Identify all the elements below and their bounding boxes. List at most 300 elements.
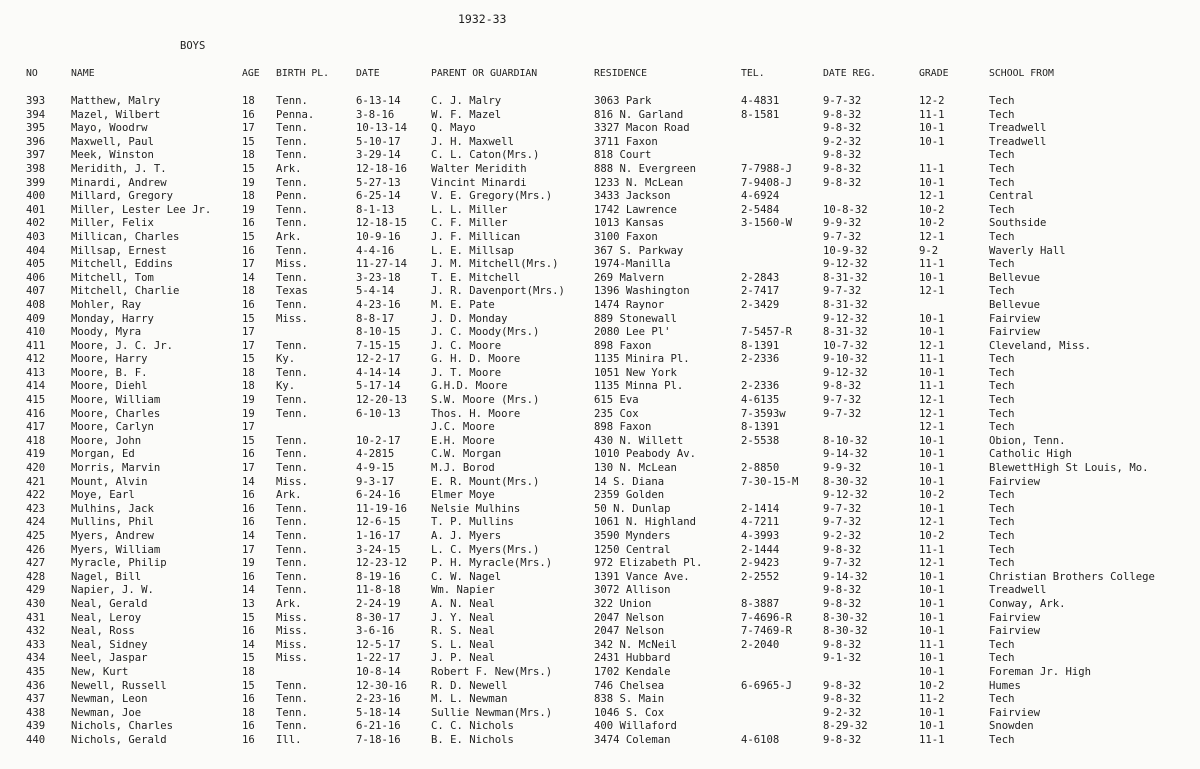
cell-age: 14: [242, 584, 255, 597]
cell-grade: 12-1: [919, 516, 945, 529]
cell-school-from: Tech: [989, 638, 1015, 651]
cell-residence: 1010 Peabody Av.: [594, 448, 697, 461]
cell-no: 414: [26, 380, 46, 393]
cell-parent: P. H. Myracle(Mrs.): [431, 557, 553, 570]
cell-tel: [741, 652, 823, 666]
cell-date: 10-13-14: [356, 122, 408, 135]
cell-grade: 10-2: [919, 217, 945, 230]
cell-name: Morgan, Ed: [71, 448, 135, 461]
cell-name: Meek, Winston: [71, 149, 154, 162]
cell-date: 4-4-16: [356, 244, 395, 257]
cell-tel: 4-4831: [741, 95, 780, 107]
cell-birthplace: Tenn.: [276, 135, 308, 148]
cell-birthplace: Texas: [276, 285, 308, 298]
cell-residence: 2047 Nelson: [594, 625, 665, 638]
cell-no: 438: [26, 706, 46, 719]
cell-parent: Wm. Napier: [431, 584, 495, 597]
cell-name: Moore, Diehl: [71, 380, 148, 393]
cell-date-reg: 9-12-32: [823, 258, 868, 271]
cell-school-from: Tech: [989, 489, 1015, 502]
cell-tel: [741, 707, 823, 721]
cell-parent: C. L. Caton(Mrs.): [431, 149, 540, 162]
cell-residence: 1135 Minna Pl.: [594, 380, 684, 393]
cell-grade: 12-2: [919, 95, 945, 107]
cell-date: 4-2815: [356, 448, 395, 461]
cell-tel: 2-5538: [741, 434, 780, 447]
cell-age: 16: [242, 720, 255, 733]
cell-tel: 8-3887: [741, 597, 780, 610]
cell-age: 15: [242, 611, 255, 624]
col-header-parent: PARENT OR GUARDIAN: [431, 67, 538, 79]
cell-birthplace: Tenn.: [276, 693, 308, 706]
cell-date-reg: [823, 666, 919, 680]
cell-date-reg: 9-14-32: [823, 448, 868, 461]
cell-grade: 12-1: [919, 230, 945, 243]
cell-grade: 10-1: [919, 597, 945, 610]
cell-no: 428: [26, 570, 46, 583]
cell-parent: S. L. Neal: [431, 638, 495, 651]
cell-date: 12-6-15: [356, 516, 401, 529]
cell-date: 6-21-16: [356, 720, 401, 733]
cell-birthplace: Tenn.: [276, 95, 308, 107]
cell-parent: S.W. Moore (Mrs.): [431, 394, 540, 407]
cell-school-from: Fairview: [989, 706, 1041, 719]
cell-birthplace: Tenn.: [276, 339, 308, 352]
cell-grade: 10-1: [919, 625, 945, 638]
cell-grade: 11-1: [919, 353, 945, 366]
cell-parent: J. F. Millican: [431, 230, 521, 243]
table-row: [26, 503, 1200, 517]
cell-residence: 322 Union: [594, 597, 652, 610]
cell-residence: 972 Elizabeth Pl.: [594, 557, 703, 570]
cell-grade: 10-2: [919, 489, 945, 502]
cell-age: 15: [242, 312, 255, 325]
cell-no: 417: [26, 421, 46, 434]
cell-date: 8-8-17: [356, 312, 395, 325]
cell-date: 8-30-17: [356, 611, 401, 624]
cell-date: 4-14-14: [356, 366, 401, 379]
cell-residence: 1702 Kendale: [594, 665, 671, 678]
cell-age: 18: [242, 366, 255, 379]
cell-tel: 2-1444: [741, 543, 780, 556]
cell-grade: 10-1: [919, 135, 945, 148]
cell-age: 14: [242, 638, 255, 651]
cell-age: 16: [242, 244, 255, 257]
cell-grade: 11-1: [919, 108, 945, 121]
cell-parent: V. E. Gregory(Mrs.): [431, 190, 553, 203]
cell-age: 15: [242, 162, 255, 175]
table-row: [26, 177, 1200, 191]
cell-name: Millican, Charles: [71, 230, 180, 243]
cell-birthplace: Penn.: [276, 190, 308, 203]
cell-tel: 2-2843: [741, 271, 780, 284]
cell-birthplace: Ky.: [276, 380, 296, 393]
cell-birthplace: Miss.: [276, 611, 308, 624]
table-row: [26, 544, 1200, 558]
cell-tel: [741, 448, 823, 462]
cell-residence: 1396 Washington: [594, 285, 690, 298]
cell-tel: 4-6135: [741, 394, 780, 407]
cell-name: Moore, Charles: [71, 407, 161, 420]
cell-grade: 10-1: [919, 326, 945, 339]
cell-date: 7-18-16: [356, 733, 401, 746]
cell-age: 18: [242, 285, 255, 298]
cell-name: Myracle, Philip: [71, 557, 167, 570]
cell-grade: 10-1: [919, 312, 945, 325]
table-row: [26, 557, 1200, 571]
cell-date: 7-15-15: [356, 339, 401, 352]
cell-birthplace: Ark.: [276, 597, 302, 610]
cell-age: 19: [242, 176, 255, 189]
cell-residence: 1474 Raynor: [594, 298, 665, 311]
cell-parent: T. E. Mitchell: [431, 271, 521, 284]
cell-name: Napier, J. W.: [71, 584, 154, 597]
cell-no: 418: [26, 434, 46, 447]
cell-name: Meridith, J. T.: [71, 162, 167, 175]
cell-grade: 11-1: [919, 380, 945, 393]
cell-parent: J. C. Moore: [431, 339, 502, 352]
table-row: [26, 462, 1200, 476]
cell-date: 3-29-14: [356, 149, 401, 162]
col-header-age: AGE: [242, 67, 260, 79]
cell-parent: E. R. Mount(Mrs.): [431, 475, 540, 488]
cell-parent: G. H. D. Moore: [431, 353, 521, 366]
cell-birthplace: Tenn.: [276, 584, 308, 597]
cell-school-from: Tech: [989, 258, 1015, 271]
cell-school-from: Fairview: [989, 475, 1041, 488]
table-row: [26, 612, 1200, 626]
cell-name: Moore, J. C. Jr.: [71, 339, 174, 352]
cell-residence: 2080 Lee Pl': [594, 326, 671, 339]
cell-parent: G.H.D. Moore: [431, 380, 508, 393]
cell-birthplace: Tenn.: [276, 298, 308, 311]
cell-name: Mount, Alvin: [71, 475, 148, 488]
cell-grade: 11-1: [919, 543, 945, 556]
table-row: [26, 584, 1200, 598]
cell-tel: 7-9408-J: [741, 176, 793, 189]
cell-no: 415: [26, 394, 46, 407]
cell-parent: J. R. Davenport(Mrs.): [431, 285, 565, 298]
cell-date: 12-2-17: [356, 353, 401, 366]
cell-date-reg: 10-8-32: [823, 203, 868, 216]
cell-tel: 4-6108: [741, 733, 780, 746]
cell-grade: 10-1: [919, 271, 945, 284]
cell-school-from: Tech: [989, 285, 1015, 298]
table-row: [26, 489, 1200, 503]
cell-birthplace: Tenn.: [276, 217, 308, 230]
cell-school-from: Treadwell: [989, 135, 1047, 148]
cell-age: 16: [242, 693, 255, 706]
cell-date-reg: 9-7-32: [823, 95, 862, 107]
table-row: [26, 258, 1200, 272]
cell-age: 18: [242, 190, 255, 203]
cell-date-reg: 9-8-32: [823, 108, 862, 121]
cell-date-reg: 9-12-32: [823, 489, 868, 502]
cell-grade: 10-1: [919, 366, 945, 379]
col-header-name: NAME: [71, 67, 95, 79]
cell-date: 12-5-17: [356, 638, 401, 651]
cell-age: 15: [242, 353, 255, 366]
cell-no: 402: [26, 217, 46, 230]
cell-name: Mazel, Wilbert: [71, 108, 161, 121]
cell-date-reg: 9-8-32: [823, 733, 862, 746]
cell-no: 394: [26, 108, 46, 121]
cell-name: Newman, Leon: [71, 693, 148, 706]
cell-residence: 746 Chelsea: [594, 679, 665, 692]
cell-age: 19: [242, 407, 255, 420]
table-row: [26, 299, 1200, 313]
table-row: [26, 190, 1200, 204]
cell-grade: 10-1: [919, 720, 945, 733]
cell-tel: 7-7469-R: [741, 625, 793, 638]
cell-birthplace: Tenn.: [276, 706, 308, 719]
cell-parent: C. W. Nagel: [431, 570, 502, 583]
cell-birthplace: Miss.: [276, 625, 308, 638]
student-register-table: [26, 95, 1200, 748]
cell-tel: 7-3593w: [741, 407, 786, 420]
cell-age: 19: [242, 203, 255, 216]
cell-tel: 2-2552: [741, 570, 780, 583]
cell-date-reg: 8-30-32: [823, 611, 868, 624]
cell-name: Neel, Jaspar: [71, 652, 148, 665]
table-row: [26, 326, 1200, 340]
cell-tel: 8-1391: [741, 421, 780, 434]
cell-birthplace: Ark.: [276, 162, 302, 175]
cell-date-reg: 9-10-32: [823, 353, 868, 366]
cell-school-from: Tech: [989, 203, 1015, 216]
cell-residence: 430 N. Willett: [594, 434, 684, 447]
cell-age: 16: [242, 489, 255, 502]
cell-age: 16: [242, 448, 255, 461]
cell-grade: 11-1: [919, 258, 945, 271]
table-row: [26, 421, 1200, 435]
cell-no: 406: [26, 271, 46, 284]
cell-age: 17: [242, 122, 255, 135]
cell-grade: 10-1: [919, 706, 945, 719]
cell-school-from: Tech: [989, 380, 1015, 393]
cell-no: 398: [26, 162, 46, 175]
cell-name: Neal, Sidney: [71, 638, 148, 651]
cell-grade: 11-1: [919, 638, 945, 651]
cell-date-reg: 9-8-32: [823, 162, 862, 175]
cell-parent: J. P. Neal: [431, 652, 495, 665]
cell-no: 439: [26, 720, 46, 733]
cell-residence: 14 S. Diana: [594, 475, 665, 488]
table-row: [26, 448, 1200, 462]
cell-parent: J.C. Moore: [431, 421, 495, 434]
cell-grade: 10-2: [919, 203, 945, 216]
cell-tel: [741, 720, 823, 734]
cell-residence: 818 Court: [594, 149, 652, 162]
cell-no: 407: [26, 285, 46, 298]
cell-no: 434: [26, 652, 46, 665]
cell-residence: 888 N. Evergreen: [594, 162, 697, 175]
cell-age: 17: [242, 258, 255, 271]
cell-no: 424: [26, 516, 46, 529]
cell-grade: 10-2: [919, 679, 945, 692]
cell-grade: 11-1: [919, 733, 945, 746]
cell-birthplace: Tenn.: [276, 434, 308, 447]
cell-tel: 8-1581: [741, 108, 780, 121]
cell-no: 432: [26, 625, 46, 638]
cell-age: 18: [242, 149, 255, 162]
cell-residence: 3474 Coleman: [594, 733, 671, 746]
cell-residence: 235 Cox: [594, 407, 639, 420]
cell-date-reg: 9-7-32: [823, 407, 862, 420]
cell-residence: 2359 Golden: [594, 489, 665, 502]
cell-parent: J. D. Monday: [431, 312, 508, 325]
cell-date-reg: 8-31-32: [823, 298, 868, 311]
cell-birthplace: Ark.: [276, 230, 302, 243]
table-row: [26, 666, 1200, 680]
cell-tel: [741, 489, 823, 503]
cell-date-reg: [823, 190, 919, 204]
cell-tel: [741, 693, 823, 707]
col-header-grade: GRADE: [919, 67, 949, 79]
cell-no: 396: [26, 135, 46, 148]
cell-parent: Walter Meridith: [431, 162, 527, 175]
cell-age: 18: [242, 380, 255, 393]
table-row: [26, 571, 1200, 585]
cell-date-reg: 9-1-32: [823, 652, 862, 665]
cell-no: 397: [26, 149, 46, 162]
cell-name: Nichols, Gerald: [71, 733, 167, 746]
cell-age: 16: [242, 516, 255, 529]
cell-school-from: Obion, Tenn.: [989, 434, 1066, 447]
cell-no: 405: [26, 258, 46, 271]
cell-date-reg: 9-12-32: [823, 312, 868, 325]
cell-no: 425: [26, 530, 46, 542]
cell-residence: 269 Malvern: [594, 271, 665, 284]
table-row: [26, 367, 1200, 381]
table-row: [26, 680, 1200, 694]
table-row: [26, 380, 1200, 394]
cell-residence: 615 Eva: [594, 394, 639, 407]
table-row: [26, 340, 1200, 354]
cell-residence: 3063 Park: [594, 95, 652, 107]
cell-no: 401: [26, 203, 46, 216]
cell-age: 16: [242, 108, 255, 121]
cell-grade: 10-1: [919, 475, 945, 488]
cell-parent: E.H. Moore: [431, 434, 495, 447]
cell-birthplace: [276, 326, 356, 340]
cell-date-reg: 9-8-32: [823, 638, 862, 651]
cell-date-reg: 9-8-32: [823, 149, 862, 162]
table-row: [26, 245, 1200, 259]
cell-age: 16: [242, 570, 255, 583]
cell-school-from: Waverly Hall: [989, 244, 1066, 257]
cell-name: Moore, B. F.: [71, 366, 148, 379]
cell-school-from: Fairview: [989, 326, 1041, 339]
cell-grade: 10-1: [919, 665, 945, 678]
cell-date-reg: 9-8-32: [823, 679, 862, 692]
cell-tel: 2-1414: [741, 502, 780, 515]
cell-no: 403: [26, 230, 46, 243]
cell-age: 15: [242, 679, 255, 692]
cell-age: 19: [242, 557, 255, 570]
col-header-date-reg: DATE REG.: [823, 67, 877, 79]
cell-no: 399: [26, 176, 46, 189]
cell-school-from: Bellevue: [989, 298, 1041, 311]
cell-parent: R. D. Newell: [431, 679, 508, 692]
cell-date: 6-25-14: [356, 190, 401, 203]
cell-name: Nagel, Bill: [71, 570, 142, 583]
cell-school-from: Tech: [989, 733, 1015, 746]
cell-date-reg: 9-14-32: [823, 570, 868, 583]
cell-date-reg: 9-7-32: [823, 516, 862, 529]
cell-school-from: Snowden: [989, 720, 1034, 733]
cell-school-from: Tech: [989, 108, 1015, 121]
cell-no: 393: [26, 95, 46, 107]
cell-date: 11-19-16: [356, 502, 408, 515]
cell-date-reg: 9-8-32: [823, 584, 862, 597]
table-row: [26, 408, 1200, 422]
cell-parent: L. L. Miller: [431, 203, 508, 216]
cell-tel: 4-3993: [741, 530, 780, 542]
cell-date: 10-9-16: [356, 230, 401, 243]
cell-grade: 12-1: [919, 394, 945, 407]
cell-tel: 7-5457-R: [741, 326, 793, 339]
cell-date: 5-17-14: [356, 380, 401, 393]
cell-grade: 10-1: [919, 502, 945, 515]
cell-date-reg: 8-29-32: [823, 720, 868, 733]
cell-school-from: Tech: [989, 516, 1015, 529]
cell-school-from: Bellevue: [989, 271, 1041, 284]
cell-date: 1-22-17: [356, 652, 401, 665]
cell-date: 8-1-13: [356, 203, 395, 216]
cell-school-from: Tech: [989, 407, 1015, 420]
cell-tel: 2-2040: [741, 638, 780, 651]
cell-date-reg: 9-8-32: [823, 380, 862, 393]
cell-school-from: Treadwell: [989, 584, 1047, 597]
table-row: [26, 639, 1200, 653]
cell-tel: 3-1560-W: [741, 217, 793, 230]
table-row: [26, 204, 1200, 218]
cell-grade: 10-1: [919, 611, 945, 624]
cell-no: 427: [26, 557, 46, 570]
cell-no: 426: [26, 543, 46, 556]
cell-name: Mayo, Woodrw: [71, 122, 148, 135]
cell-date: 3-6-16: [356, 625, 395, 638]
cell-name: Neal, Gerald: [71, 597, 148, 610]
cell-age: 17: [242, 421, 255, 434]
cell-date-reg: 10-7-32: [823, 339, 868, 352]
cell-grade: 10-2: [919, 530, 945, 542]
cell-school-from: Tech: [989, 394, 1015, 407]
cell-parent: J. H. Maxwell: [431, 135, 514, 148]
cell-grade: 9-2: [919, 244, 939, 257]
student-rows: [26, 95, 1200, 748]
cell-name: Nichols, Charles: [71, 720, 174, 733]
cell-residence: 3433 Jackson: [594, 190, 671, 203]
cell-date: 5-18-14: [356, 706, 401, 719]
cell-tel: [741, 666, 823, 680]
cell-tel: 2-5484: [741, 203, 780, 216]
cell-no: 422: [26, 489, 46, 502]
cell-date: 5-10-17: [356, 135, 401, 148]
table-row: [26, 163, 1200, 177]
cell-school-from: Treadwell: [989, 122, 1047, 135]
cell-parent: Sullie Newman(Mrs.): [431, 706, 553, 719]
cell-tel: [741, 245, 823, 259]
cell-date: 2-23-16: [356, 693, 401, 706]
cell-name: Moody, Myra: [71, 326, 142, 339]
cell-tel: [741, 149, 823, 163]
cell-tel: 4-6924: [741, 190, 780, 203]
cell-parent: Nelsie Mulhins: [431, 502, 521, 515]
cell-date-reg: 9-7-32: [823, 394, 862, 407]
cell-birthplace: Tenn.: [276, 530, 308, 542]
